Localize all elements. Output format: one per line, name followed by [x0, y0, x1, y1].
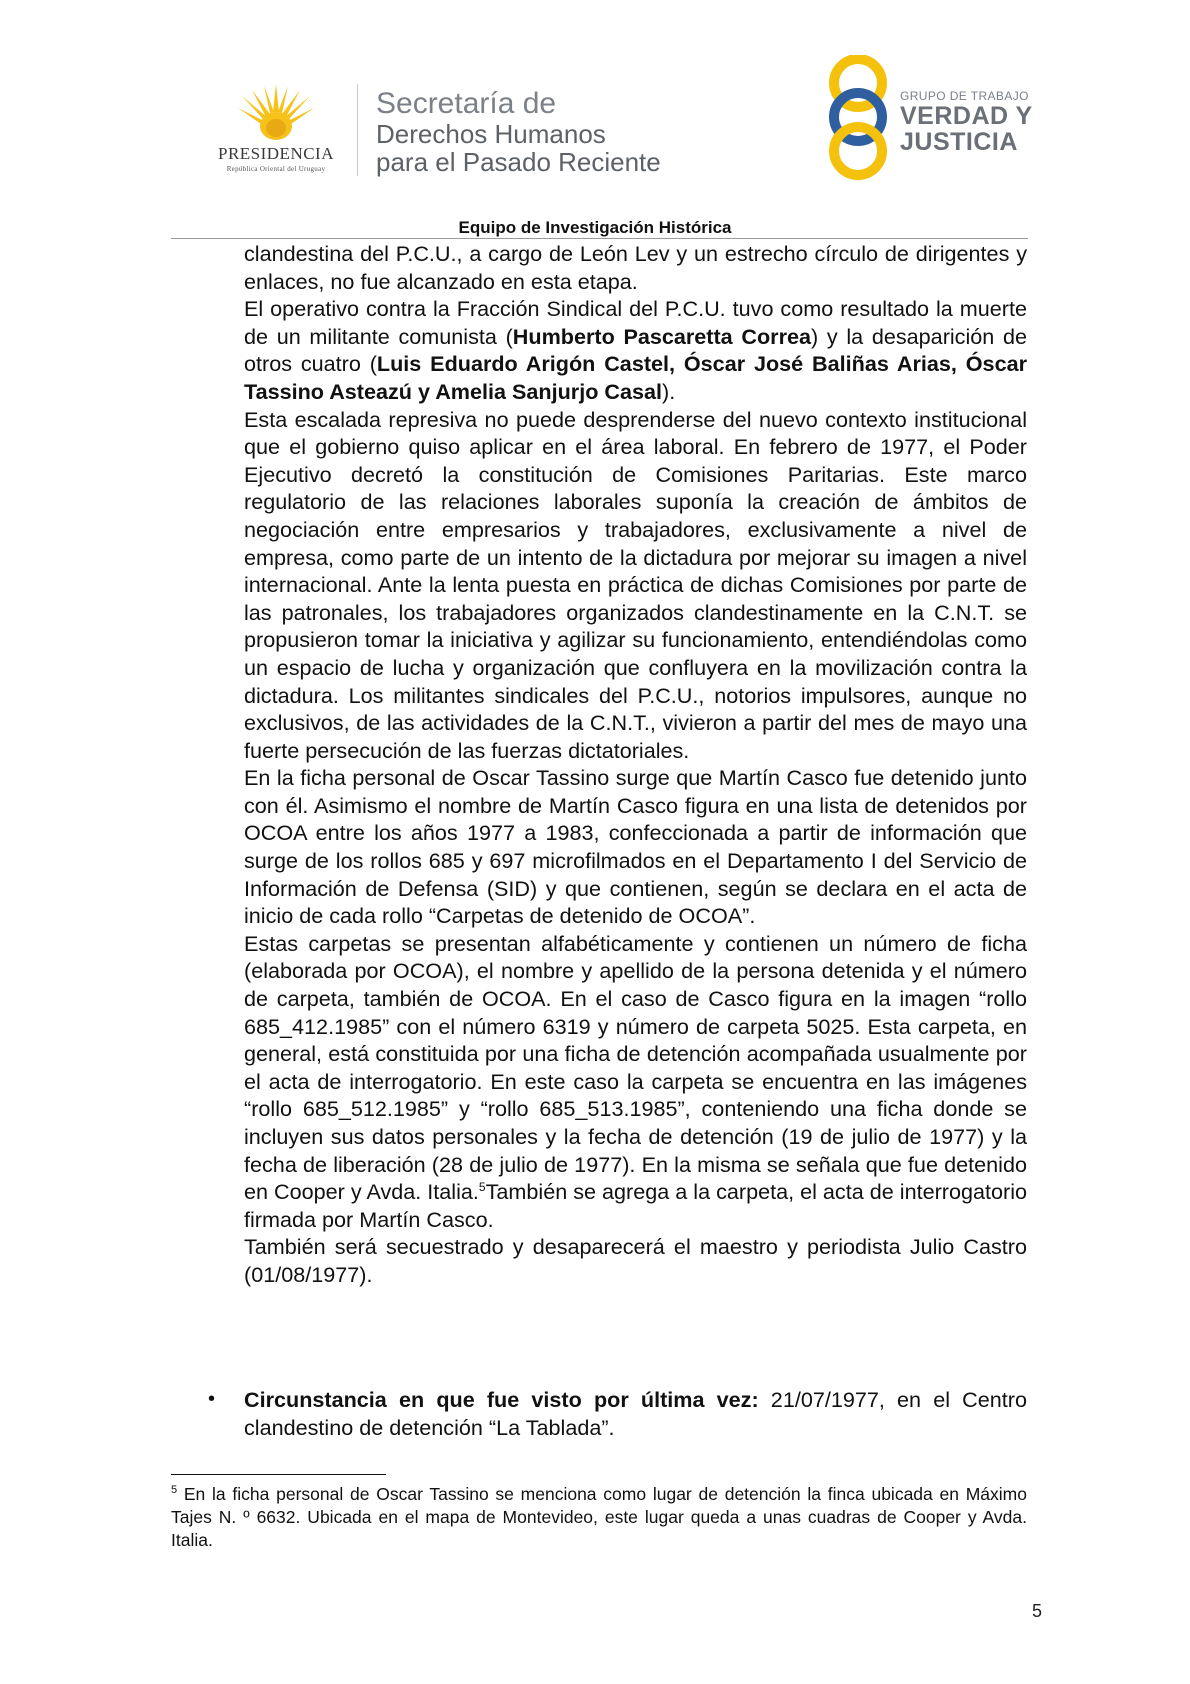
secretaria-line-1: Secretaría de: [376, 87, 557, 120]
gtvj-line-1: GRUPO DE TRABAJO: [900, 89, 1029, 103]
paragraph-5-text-a: Estas carpetas se presentan alfabéticamente y contienen un número de ficha (elaborada por OCOA), el nombre y apellido de la persona detenida y el número de carpeta, también de OCOA. En el caso de Casco figura en la imagen “rollo 685_412.1985” con el número 6319 y número de carpeta 5025. Esta carpeta, en general, está constituida por una ficha de detención acompañada usualmente por el acta de interrogatorio. En este caso la carpeta se encuentra en las imágenes “rollo 685_512.1985” y “rollo 685_513.1985”, conteniendo una ficha donde se incluyen sus datos personales y la fecha de detención (19 de julio de 1977) y la fecha de liberación (28 de julio de 1977). En la misma se señala que fue detenido en Cooper y Avda. Italia.: [244, 930, 1027, 1205]
gtvj-line-3: JUSTICIA: [900, 128, 1018, 156]
secretaria-line-2: Derechos Humanos: [376, 119, 606, 149]
paragraph-2-text-e: ).: [662, 378, 676, 404]
paragraph-2: [244, 295, 1027, 405]
header-rule: [171, 238, 1028, 239]
footnote-number: 5: [171, 1484, 178, 1497]
paragraph-5: [244, 930, 1027, 1234]
bullet-text: 21/07/1977, en el Centro clandestino de detención “La Tablada”.: [244, 1387, 1027, 1440]
page-number: 5: [1031, 1601, 1042, 1621]
header-divider: [357, 84, 358, 176]
paragraph-5-text-b: También se agrega a la carpeta, el acta de interrogatorio firmada por Martín Casco.: [244, 1179, 1027, 1232]
body-text: [244, 240, 1027, 1289]
presidencia-subtitle: República Oriental del Uruguay: [226, 165, 326, 173]
verdad-justicia-logo: [822, 55, 1042, 180]
paragraph-2-bold-name: Humberto Pascaretta Correa: [512, 323, 811, 349]
footnote-rule: [171, 1474, 386, 1475]
paragraph-6: También será secuestrado y desaparecerá el maestro y periodista Julio Castro (01/08/1977).: [244, 1234, 1027, 1287]
verdad-justicia-text: [900, 89, 1033, 155]
paragraph-1: clandestina del P.C.U., a cargo de León Lev y un estrecho círculo de dirigentes y enlaces, no fue alcanzado en esta etapa.: [244, 241, 1027, 294]
presidencia-name: PRESIDENCIA: [217, 144, 334, 163]
paragraph-2-text-a: El operativo contra la Fracción Sindical del P.C.U. tuvo como resultado la muerte de un militante comunista (: [244, 296, 1027, 349]
bullet-label: Circunstancia en que fue visto por última vez:: [244, 1387, 759, 1412]
interlocking-rings-icon: [822, 55, 898, 180]
last-seen-bullet: [208, 1386, 1027, 1441]
paragraph-4: En la ficha personal de Oscar Tassino surge que Martín Casco fue detenido junto con él. Asimismo el nombre de Martín Casco figura en una lista de detenidos por OCOA entre los años 1977 a 1983, confeccionada a partir de información que surge de los rollos 685 y 697 microfilmados en el Departamento I del Servicio de Información de Defensa (SID) y que contienen, según se declara en el acta de inicio de cada rollo “Carpetas de detenido de OCOA”.: [244, 765, 1027, 929]
paragraph-3: Esta escalada represiva no puede desprenderse del nuevo contexto institucional que el gobierno quiso aplicar en el área laboral. En febrero de 1977, el Poder Ejecutivo decretó la constitución de Comisiones Paritarias. Este marco regulatorio de las relaciones laborales suponía la creación de ámbitos de negociación entre empresarios y trabajadores, exclusivamente a nivel de empresa, como parte de un intento de la dictadura por mejorar su imagen a nivel internacional. Ante la lenta puesta en práctica de dichas Comisiones por parte de las patronales, los trabajadores organizados clandestinamente en la C.N.T. se propusieron tomar la iniciativa y agilizar su funcionamiento, entendiéndolas como un espacio de lucha y organización que confluyera en la movilización contra la dictadura. Los militantes sindicales del P.C.U., notorios impulsores, aunque no exclusivos, de las actividades de la C.N.T., vivieron a partir del mes de mayo una fuerte persecución de las fuerzas dictatoriales.: [244, 406, 1027, 763]
secretaria-line-3: para el Pasado Reciente: [376, 147, 661, 177]
paragraph-2-text-c: ) y la desaparición de otros cuatro (: [244, 323, 1027, 377]
paragraph-2-bold-names: Luis Eduardo Arigón Castel, Óscar José Baliñas Arias, Óscar Tassino Asteazú y Amelia Sanjurjo Casal: [244, 351, 1027, 404]
secretaria-logo-text: [376, 88, 661, 176]
uruguay-sun-icon: [234, 82, 318, 144]
page-header: [0, 0, 1190, 240]
footnote-text: En la ficha personal de Oscar Tassino se menciona como lugar de detención la finca ubicada en Máximo Tajes N. º 6632. Ubicada en el mapa de Montevideo, este lugar queda a unas cuadras de Cooper y Avda. Italia.: [171, 1484, 1027, 1550]
gtvj-line-2: VERDAD Y: [900, 102, 1033, 130]
bullet-icon: •: [208, 1388, 216, 1410]
presidencia-logo: [196, 82, 356, 174]
footnote: [171, 1483, 1027, 1552]
team-title: Equipo de Investigación Histórica: [458, 218, 732, 237]
footnote-reference[interactable]: 5: [478, 1180, 486, 1194]
